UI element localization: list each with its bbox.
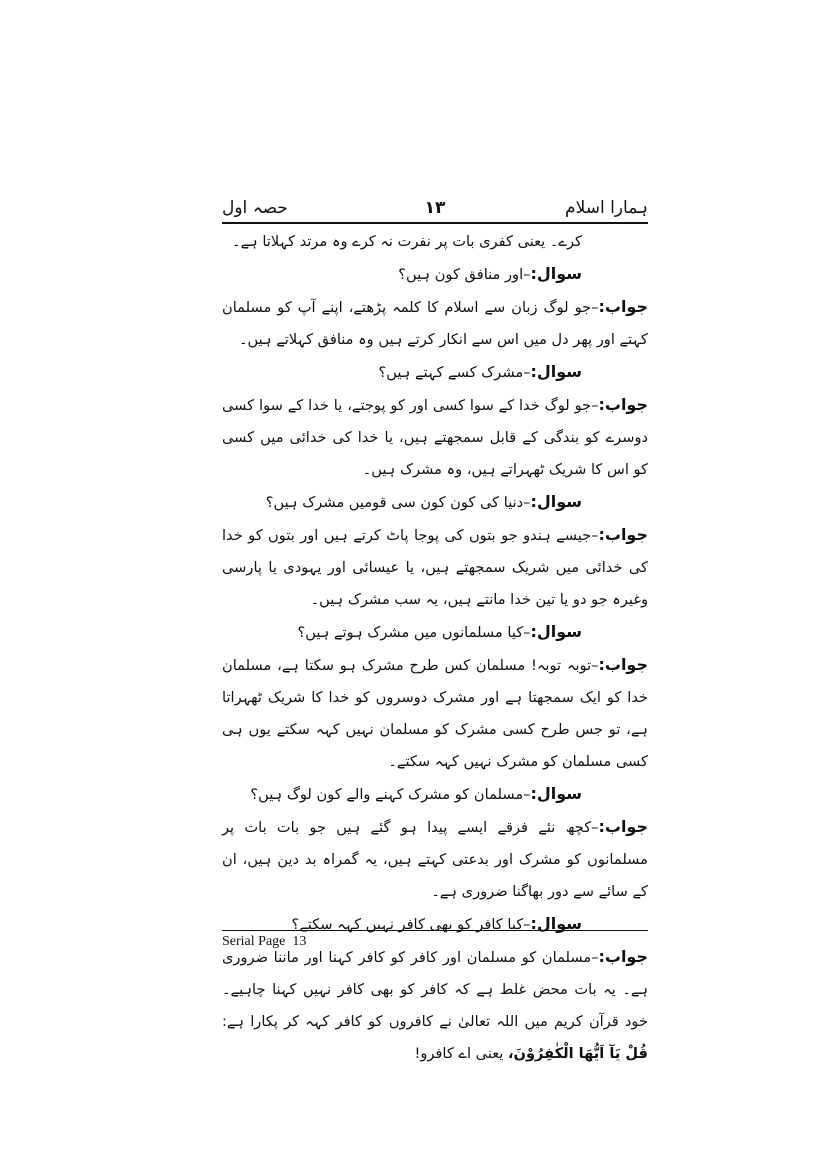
question-label: سوال: (530, 362, 582, 381)
answer-label: جواب: (598, 947, 648, 966)
question-label: سوال: (530, 784, 582, 803)
section-label: حصہ اول (222, 198, 288, 218)
answer-label: جواب: (598, 525, 648, 544)
answer-text: –کچھ نئے فرقے ایسے پیدا ہو گئے ہیں جو بات بات پر مسلمانوں کو مشرک اور بدعتی کہتے ہیں، یہ گمراہ بد دین ہیں، ان کے سائے سے دور بھاگنا ضروری ہے۔ (222, 819, 648, 900)
answer-label: جواب: (598, 297, 648, 316)
question-label: سوال: (530, 914, 582, 933)
answer-paragraph (222, 649, 648, 778)
serial-page-number: 13 (292, 934, 307, 949)
quran-verse: قُلْ يَآ اَيُّهَا الْكٰفِرُوْنَ، (507, 1045, 648, 1062)
question-text: –مشرک کسے کہتے ہیں؟ (378, 364, 531, 381)
question-label: سوال: (530, 264, 582, 283)
answer-text: –جو لوگ زبان سے اسلام کا کلمہ پڑھتے، اپنے آپ کو مسلمان کہتے اور پھر دل میں اس سے انکار کرتے ہیں وہ منافق کہلاتے ہیں۔ (222, 299, 648, 348)
continuation-paragraph: کرے۔ یعنی کفری بات پر نفرت نہ کرے وہ مرتد کہلاتا ہے۔ (232, 233, 582, 250)
question-paragraph (222, 356, 648, 389)
question-paragraph (222, 616, 648, 649)
answer-text: –جو لوگ خدا کے سوا کسی اور کو پوجتے، یا خدا کے سوا کسی دوسرے کو بندگی کے قابل سمجھتے ہیں، یا خدا کی خدائی میں کسی کو اس کا شریک ٹھہراتے ہیں، وہ مشرک ہیں۔ (222, 397, 648, 478)
question-paragraph (222, 778, 648, 811)
answer-label: جواب: (598, 817, 648, 836)
answer-paragraph (222, 519, 648, 616)
question-text: –کیا مسلمانوں میں مشرک ہوتے ہیں؟ (297, 624, 531, 641)
answer-text: –توبہ توبہ! مسلمان کس طرح مشرک ہو سکتا ہے، مسلمان خدا کو ایک سمجھتا ہے اور مشرک دوسروں کو خدا کا شریک ٹھہراتا ہے، تو جس طرح کسی مشرک کو مسلمان نہیں کہہ سکتے یوں ہی کسی مسلمان کو مشرک نہیں کہہ سکتے۔ (222, 657, 648, 770)
answer-paragraph (222, 941, 648, 1070)
question-paragraph (222, 258, 648, 291)
page-footer (222, 930, 648, 950)
question-text: –کیا کافر کو بھی کافر نہیں کہہ سکتے؟ (291, 916, 531, 933)
answer-label: جواب: (598, 395, 648, 414)
answer-text: –مسلمان کو مسلمان اور کافر کو کافر کہنا اور ماننا ضروری ہے۔ یہ بات محض غلط ہے کہ کافر کو بھی کافر نہیں کہنا چاہیے۔ خود قرآن کریم میں اللہ تعالیٰ نے کافروں کو کافر کہہ کر پکارا ہے: (222, 949, 648, 1030)
serial-page-label: Serial Page (222, 934, 286, 949)
book-title: ہمارا اسلام (565, 198, 648, 218)
verse-translation: یعنی اے کافرو! (414, 1045, 508, 1062)
answer-text: –جیسے ہندو جو بتوں کی پوجا پاٹ کرتے ہیں اور بتوں کو خدا کی خدائی میں شریک سمجھتے ہیں، یا عیسائی اور یہودی یا پارسی وغیرہ جو دو یا تین خدا مانتے ہیں، یہ سب مشرک ہیں۔ (222, 527, 648, 608)
answer-paragraph (222, 291, 648, 356)
question-label: سوال: (530, 622, 582, 641)
question-label: سوال: (530, 492, 582, 511)
running-header (222, 192, 648, 224)
question-paragraph (222, 486, 648, 519)
answer-paragraph (222, 811, 648, 908)
answer-label: جواب: (598, 655, 648, 674)
page-number: ۱۳ (424, 198, 446, 218)
question-text: –اور منافق کون ہیں؟ (398, 266, 531, 283)
answer-paragraph (222, 389, 648, 486)
question-text: –دنیا کی کون کون سی قومیں مشرک ہیں؟ (265, 494, 531, 511)
question-text: –مسلمان کو مشرک کہنے والے کون لوگ ہیں؟ (250, 786, 531, 803)
